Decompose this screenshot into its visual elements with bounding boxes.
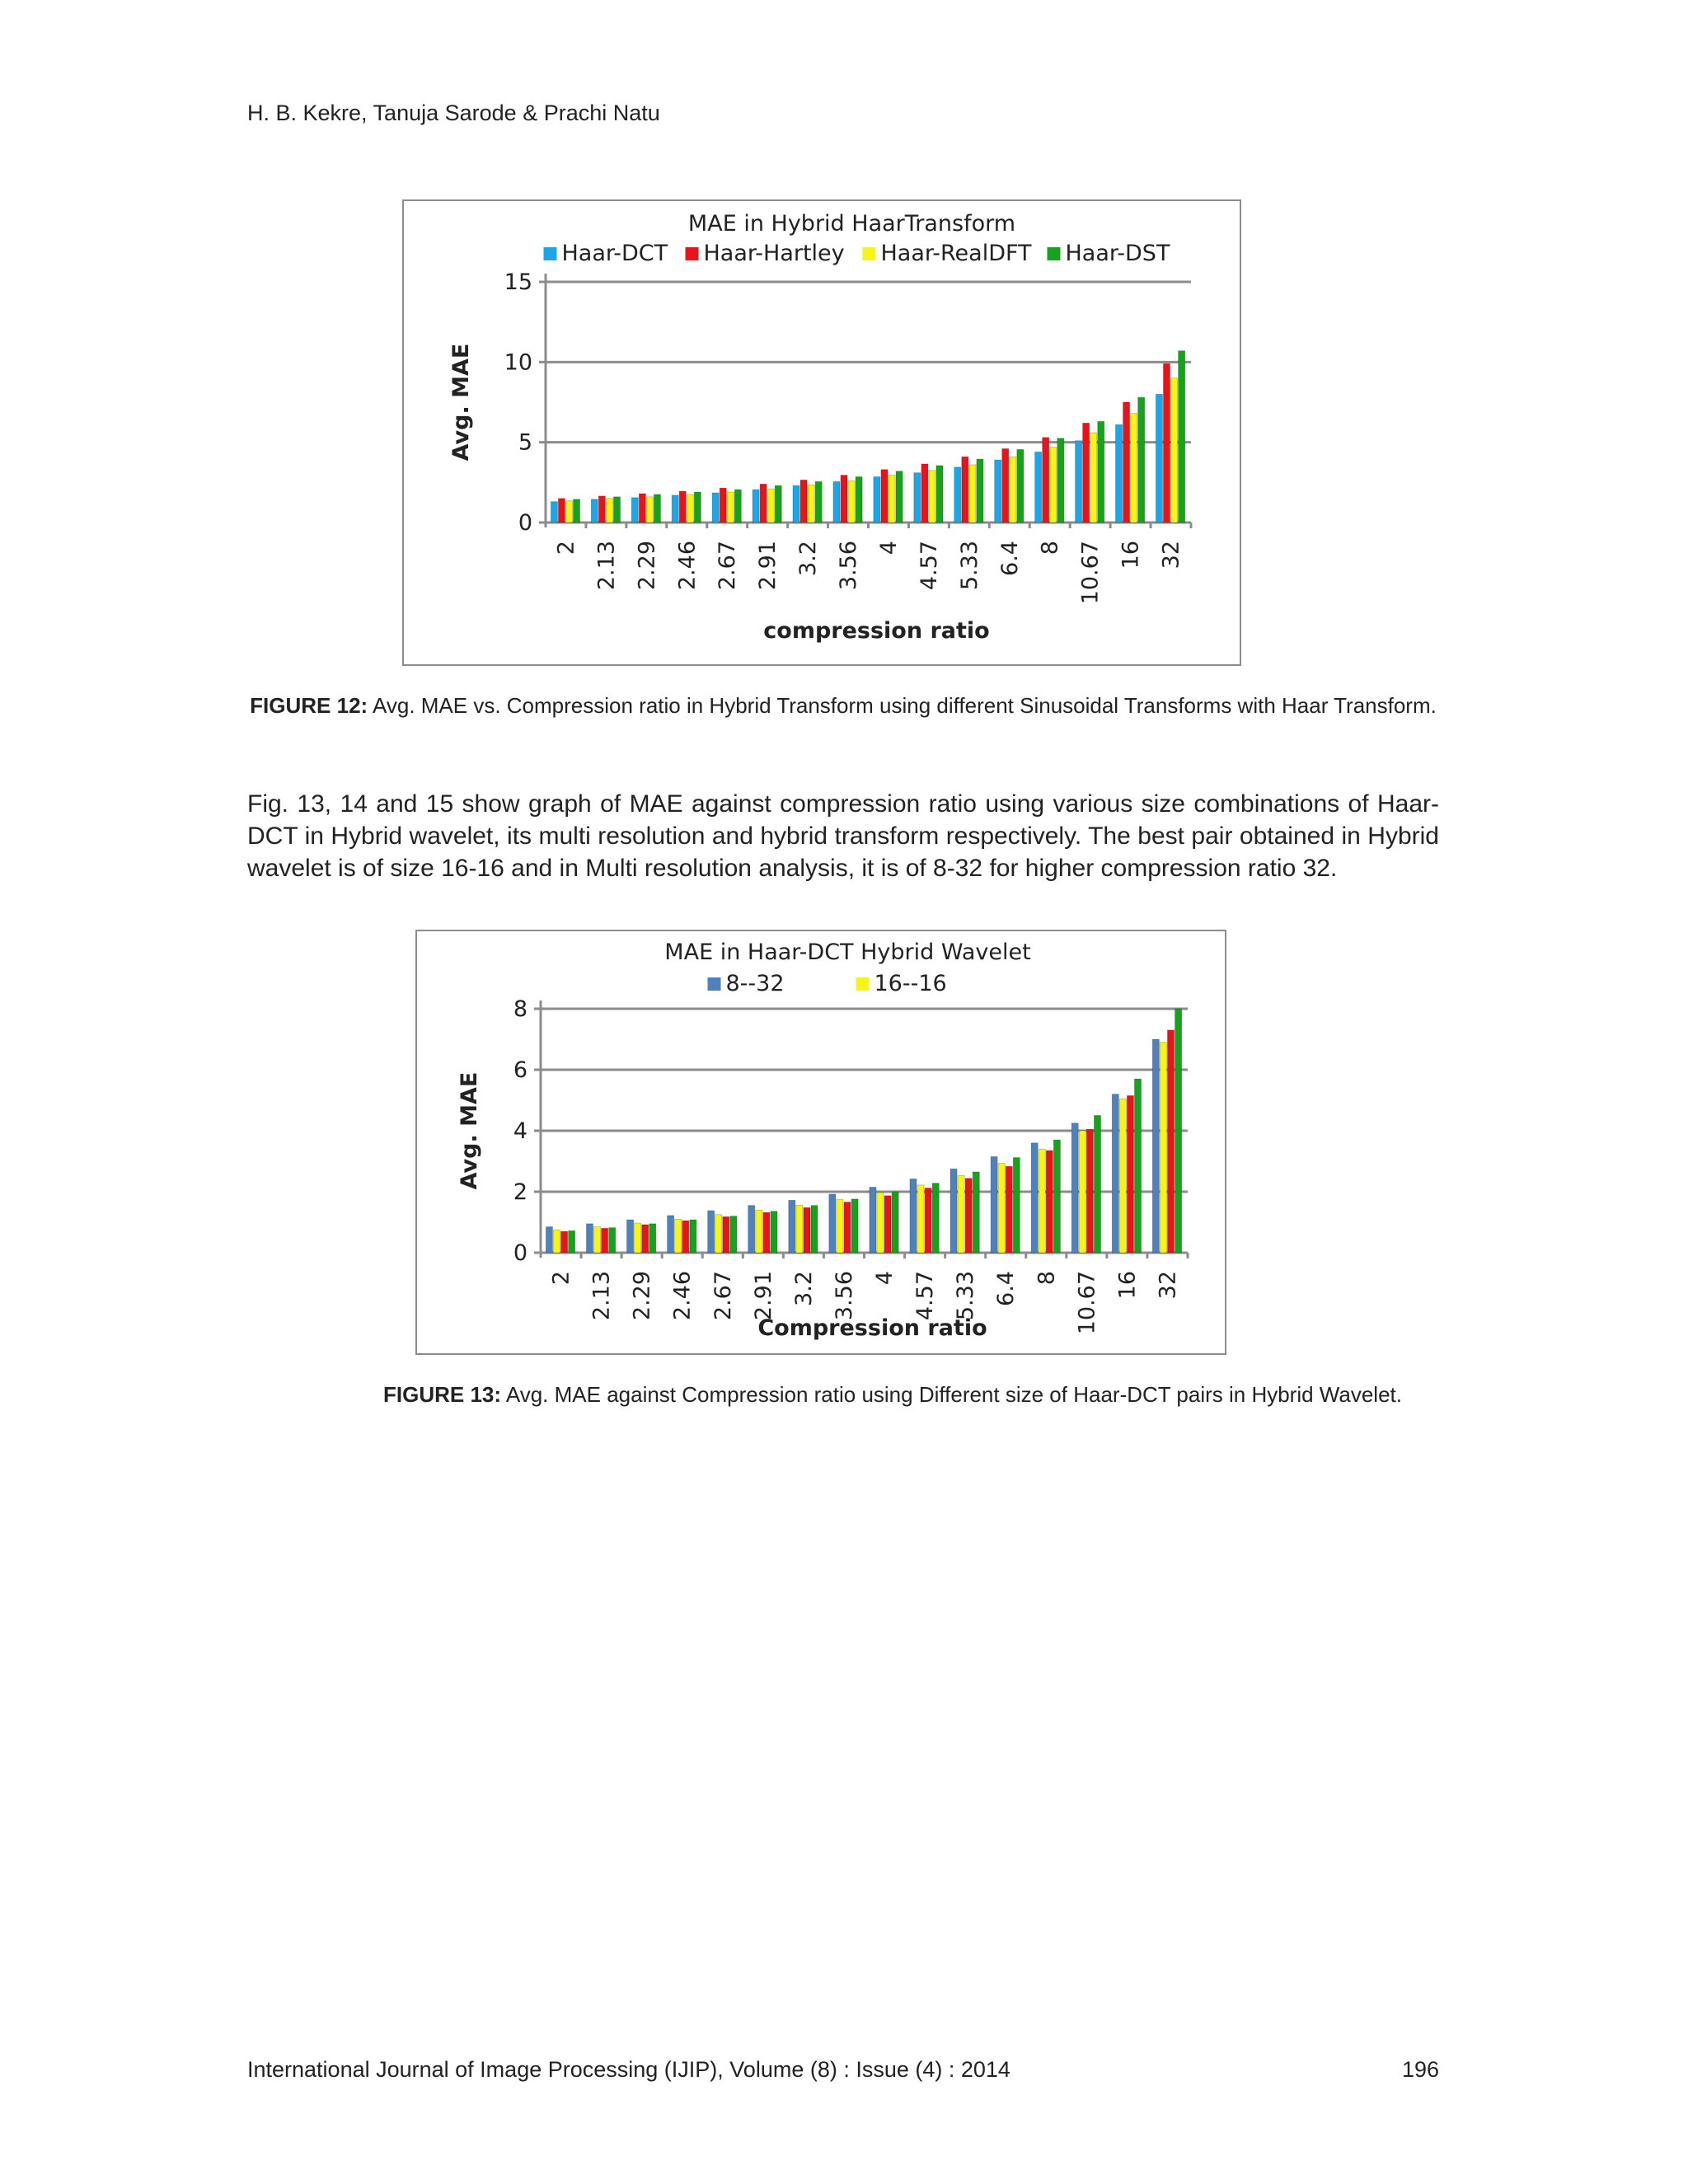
bar xyxy=(553,1230,560,1253)
bar xyxy=(1179,351,1185,523)
footer-journal: International Journal of Image Processing (IJIP), Volume (8) : Issue (4) : 2014 xyxy=(247,2057,1010,2082)
chart-13-svg xyxy=(417,931,1225,1353)
bar xyxy=(896,471,903,523)
bar xyxy=(561,1231,568,1253)
bar xyxy=(833,481,840,523)
bar xyxy=(977,459,983,523)
bar xyxy=(1013,1158,1020,1253)
bar xyxy=(1079,1131,1085,1253)
legend-swatch xyxy=(544,247,557,260)
bar xyxy=(569,1230,575,1253)
y-tick-label: 8 xyxy=(513,996,528,1022)
bar xyxy=(775,485,781,523)
x-tick-label: 5.33 xyxy=(953,1271,979,1321)
bar xyxy=(727,492,734,523)
bar xyxy=(954,467,961,523)
bar xyxy=(1112,1094,1118,1253)
figure-13-caption-label: FIGURE 13: xyxy=(383,1382,502,1407)
bar xyxy=(756,1210,762,1253)
legend-swatch xyxy=(856,977,870,991)
legend-label: Haar-RealDFT xyxy=(880,241,1032,266)
bar xyxy=(734,490,741,523)
bar xyxy=(606,499,612,523)
bar xyxy=(973,1172,979,1253)
x-tick-label: 2.91 xyxy=(750,1271,776,1321)
bar xyxy=(793,485,799,523)
bar xyxy=(995,460,1001,523)
bar xyxy=(998,1164,1005,1253)
x-tick-label: 8 xyxy=(1034,1271,1060,1286)
bar xyxy=(1090,433,1097,523)
bar xyxy=(856,477,862,523)
bar xyxy=(708,1211,715,1253)
legend-item xyxy=(1048,241,1170,266)
bar xyxy=(851,1199,858,1253)
bar xyxy=(1083,423,1090,523)
bar xyxy=(598,496,605,523)
x-tick-label: 6.4 xyxy=(993,1271,1020,1306)
bar xyxy=(1006,1166,1012,1253)
x-tick-label: 4 xyxy=(875,541,902,555)
x-tick-label: 6.4 xyxy=(996,541,1023,576)
bar xyxy=(627,1220,634,1253)
running-head-authors: H. B. Kekre, Tanuja Sarode & Prachi Natu xyxy=(247,101,660,125)
bar xyxy=(723,1216,729,1253)
chart-title: MAE in Hybrid HaarTransform xyxy=(687,211,1016,237)
bar xyxy=(1017,449,1024,523)
x-tick-label: 2.46 xyxy=(669,1271,696,1321)
chart-12-svg xyxy=(404,201,1240,664)
bar xyxy=(767,489,774,523)
bar xyxy=(1131,414,1137,523)
bar xyxy=(1175,1009,1182,1253)
bar xyxy=(715,1215,722,1253)
x-tick-label: 2 xyxy=(548,1271,574,1286)
bar xyxy=(815,481,822,523)
bar xyxy=(631,498,638,523)
bar xyxy=(1046,1151,1053,1253)
bar xyxy=(808,485,814,523)
bar xyxy=(1035,452,1042,523)
x-tick-label: 10.67 xyxy=(1077,541,1104,605)
x-tick-label: 16 xyxy=(1118,541,1144,569)
figure-12-chart xyxy=(402,199,1241,666)
x-tick-label: 10.67 xyxy=(1074,1271,1100,1335)
bar xyxy=(1123,402,1130,523)
legend-swatch xyxy=(708,977,721,991)
bar xyxy=(848,480,855,523)
bar xyxy=(1002,448,1009,523)
bar xyxy=(594,1227,601,1253)
bar xyxy=(1163,363,1170,523)
bar xyxy=(1156,394,1162,523)
legend-label: 8--32 xyxy=(725,971,785,996)
bar xyxy=(929,471,935,523)
bar xyxy=(1039,1149,1045,1253)
y-axis-label: Avg. MAE xyxy=(457,1071,482,1190)
bar xyxy=(675,1219,682,1253)
x-tick-label: 3.56 xyxy=(836,541,862,591)
y-tick-label: 6 xyxy=(513,1057,528,1083)
legend-label: Haar-Hartley xyxy=(703,241,845,266)
bar xyxy=(892,1192,898,1253)
bar xyxy=(1086,1129,1093,1253)
figure-12-caption-text: Avg. MAE vs. Compression ratio in Hybrid Transform using different Sinusoidal Transforms with Haar Transform. xyxy=(372,693,1437,718)
bar xyxy=(881,470,888,523)
bar xyxy=(925,1188,931,1253)
y-tick-label: 5 xyxy=(518,429,532,456)
figure-12-caption xyxy=(247,691,1439,720)
bar xyxy=(914,473,921,523)
bar xyxy=(789,1200,795,1253)
bar xyxy=(844,1202,851,1253)
bar xyxy=(1098,421,1104,523)
bar xyxy=(602,1228,608,1253)
bar xyxy=(965,1179,972,1253)
bar xyxy=(771,1212,777,1253)
bar xyxy=(712,493,719,523)
footer-page-number: 196 xyxy=(1401,2057,1439,2082)
bar xyxy=(720,488,726,523)
legend-item xyxy=(544,241,668,266)
bar xyxy=(889,476,895,523)
bar xyxy=(991,1156,997,1253)
bar xyxy=(574,499,580,523)
bar xyxy=(690,1220,696,1253)
figure-12-caption-label: FIGURE 12: xyxy=(250,693,368,718)
figure-13-chart xyxy=(415,930,1226,1355)
y-tick-label: 2 xyxy=(513,1179,528,1205)
legend-label: Haar-DST xyxy=(1065,241,1170,266)
bar xyxy=(642,1225,649,1253)
x-tick-label: 2.29 xyxy=(629,1271,655,1321)
x-tick-label: 2.46 xyxy=(674,541,701,591)
bar xyxy=(962,457,968,523)
y-tick-label: 0 xyxy=(513,1240,528,1266)
y-axis-label: Avg. MAE xyxy=(448,343,474,462)
legend-item xyxy=(686,241,845,266)
figure-13-caption xyxy=(346,1380,1439,1409)
page-footer xyxy=(247,2057,1439,2083)
bar xyxy=(1053,1140,1060,1253)
bar xyxy=(730,1216,737,1253)
x-tick-label: 32 xyxy=(1155,1271,1181,1300)
x-tick-label: 2.29 xyxy=(634,541,660,591)
bar xyxy=(1160,1043,1166,1253)
bar xyxy=(639,494,645,523)
bar xyxy=(1057,438,1064,523)
bar xyxy=(1167,1030,1174,1253)
bar xyxy=(969,465,976,523)
bar xyxy=(558,499,565,523)
bar xyxy=(753,490,759,523)
bar xyxy=(910,1179,917,1253)
bar xyxy=(679,491,686,523)
bar xyxy=(1119,1099,1126,1253)
y-tick-label: 4 xyxy=(513,1118,528,1144)
bar xyxy=(804,1207,810,1253)
x-tick-label: 2.13 xyxy=(588,1271,615,1321)
x-tick-label: 4.57 xyxy=(912,1271,939,1321)
bar xyxy=(829,1194,836,1253)
bar xyxy=(613,497,620,523)
x-tick-label: 32 xyxy=(1158,541,1184,569)
bar xyxy=(936,466,943,523)
bar xyxy=(565,501,572,523)
bar xyxy=(1152,1039,1159,1253)
bar xyxy=(649,1224,656,1253)
bar xyxy=(1134,1079,1141,1253)
figure-13-caption-text: Avg. MAE against Compression ratio using Different size of Haar-DCT pairs in Hybrid Wavelet. xyxy=(505,1382,1402,1407)
bar xyxy=(609,1228,616,1253)
bar xyxy=(672,495,678,523)
y-tick-label: 0 xyxy=(518,510,532,536)
bar xyxy=(694,492,701,523)
x-tick-label: 2 xyxy=(553,541,579,555)
bar xyxy=(874,477,880,523)
bar xyxy=(1127,1095,1133,1253)
legend-item xyxy=(708,971,785,996)
bar xyxy=(800,480,807,523)
bar xyxy=(760,484,767,523)
x-tick-label: 3.2 xyxy=(795,541,822,576)
legend-swatch xyxy=(686,247,699,260)
x-tick-label: 4 xyxy=(872,1271,898,1286)
bar xyxy=(1138,397,1145,523)
bar xyxy=(958,1175,964,1253)
legend-label: Haar-DCT xyxy=(561,241,668,266)
chart-title: MAE in Haar-DCT Hybrid Wavelet xyxy=(664,940,1031,965)
body-paragraph: Fig. 13, 14 and 15 show graph of MAE against compression ratio using various size combinations of Haar-DCT in Hybrid wavelet, its multi resolution and hybrid transform respectively. The best pair obtained in Hybrid wavelet is of size 16-16 and in Multi resolution analysis, it is of 8-32 for higher compression ratio 32. xyxy=(247,790,1439,882)
bar xyxy=(796,1205,803,1253)
bar xyxy=(654,494,660,523)
bar xyxy=(1031,1143,1038,1253)
bar xyxy=(646,497,653,523)
bar xyxy=(884,1196,891,1253)
bar xyxy=(748,1206,755,1253)
x-tick-label: 16 xyxy=(1114,1271,1141,1300)
bar xyxy=(877,1193,884,1253)
bar xyxy=(1076,441,1082,523)
bar xyxy=(837,1199,843,1253)
bar xyxy=(1171,378,1178,523)
bar xyxy=(1050,448,1057,523)
bar xyxy=(551,502,557,523)
legend-label: 16--16 xyxy=(874,971,947,996)
legend-item xyxy=(856,971,947,996)
bar xyxy=(870,1187,876,1253)
x-tick-label: 2.91 xyxy=(755,541,781,591)
bar xyxy=(1010,457,1016,523)
bar xyxy=(932,1183,939,1253)
bar xyxy=(1094,1116,1100,1254)
bar xyxy=(635,1223,641,1253)
x-tick-label: 2.13 xyxy=(593,541,620,591)
x-tick-label: 3.56 xyxy=(831,1271,857,1321)
y-tick-label: 15 xyxy=(504,269,532,295)
bar xyxy=(682,1221,689,1253)
y-tick-label: 10 xyxy=(504,349,532,376)
bar xyxy=(841,476,847,523)
bar xyxy=(668,1216,674,1253)
bar xyxy=(591,499,598,523)
x-tick-label: 2.67 xyxy=(710,1271,736,1321)
bar xyxy=(811,1206,818,1253)
bar xyxy=(1071,1123,1078,1253)
x-tick-label: 3.2 xyxy=(790,1271,817,1306)
bar xyxy=(1115,424,1122,523)
bar xyxy=(586,1224,593,1253)
bar xyxy=(950,1169,957,1253)
bar xyxy=(687,494,693,523)
x-tick-label: 2.67 xyxy=(715,541,741,591)
bar xyxy=(763,1212,770,1253)
bar xyxy=(917,1185,924,1253)
x-axis-label: Compression ratio xyxy=(757,1315,987,1341)
bar xyxy=(921,464,928,523)
bar xyxy=(1043,438,1049,523)
x-tick-label: 8 xyxy=(1037,541,1063,555)
bar xyxy=(546,1227,552,1253)
x-axis-label: compression ratio xyxy=(763,618,990,644)
x-tick-label: 4.57 xyxy=(916,541,942,591)
legend-swatch xyxy=(863,247,876,260)
legend-item xyxy=(863,241,1033,266)
legend-swatch xyxy=(1048,247,1061,260)
x-tick-label: 5.33 xyxy=(956,541,982,591)
